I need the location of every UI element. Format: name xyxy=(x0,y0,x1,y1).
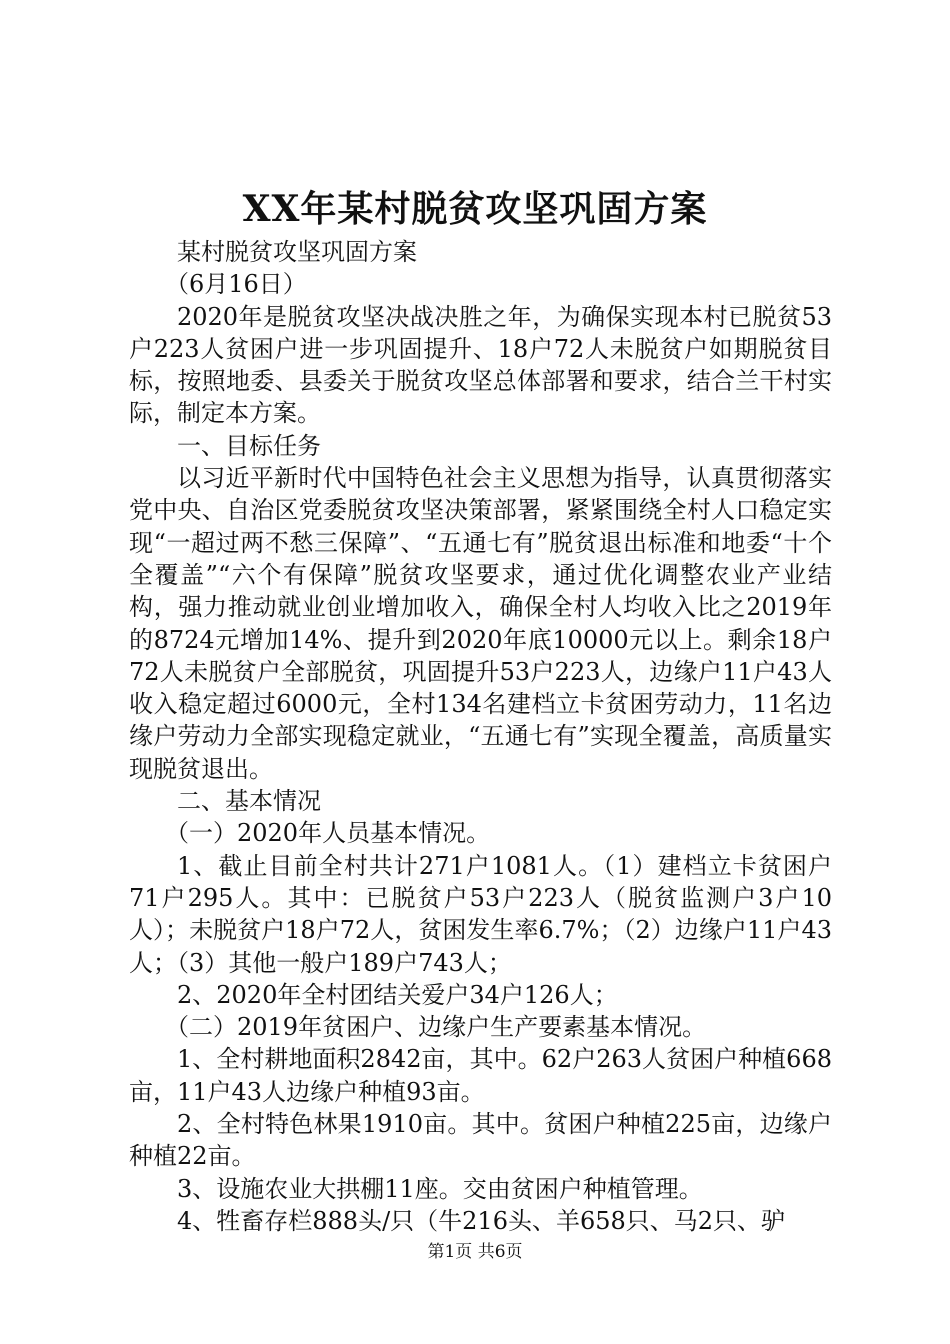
date-paragraph: （6月16日） xyxy=(165,270,307,299)
document-body xyxy=(129,236,832,1237)
production-paragraph-4: 4、牲畜存栏888头/只（牛216头、羊658只、马2只、驴 xyxy=(177,1206,786,1235)
production-paragraph-3: 3、设施农业大拱棚11座。交由贫困户种植管理。 xyxy=(177,1174,703,1203)
document-title: XX年某村脱贫攻坚巩固方案 xyxy=(242,188,708,230)
production-paragraph-1: 1、全村耕地面积2842亩，其中。62户263人贫困户种植668亩，11户43人边缘户种植93亩。 xyxy=(129,1045,832,1106)
subsection-heading-population: （一）2020年人员基本情况。 xyxy=(165,819,491,848)
section-heading-goals: 一、目标任务 xyxy=(177,431,321,460)
population-paragraph-1: 1、截止目前全村共计271户1081人。（1）建档立卡贫困户71户295人。其中：已脱贫户53户223人（脱贫监测户3户10人）；未脱贫户18户72人，贫困发生率6.7%；（2）边缘户11户43人；（3）其他一般户189户743人； xyxy=(129,851,832,977)
section-heading-basic-info: 二、基本情况 xyxy=(177,787,321,816)
subsection-heading-production: （二）2019年贫困户、边缘户生产要素基本情况。 xyxy=(165,1013,707,1042)
subtitle-paragraph: 某村脱贫攻坚巩固方案 xyxy=(177,238,417,266)
page-footer: 第1页 共6页 xyxy=(427,1242,523,1262)
intro-paragraph: 2020年是脱贫攻坚决战决胜之年，为确保实现本村已脱贫53户223人贫困户进一步巩固提升、18户72人未脱贫户如期脱贫目标，按照地委、县委关于脱贫攻坚总体部署和要求，结合兰干村实际，制定本方案。 xyxy=(129,302,832,428)
goals-paragraph: 以习近平新时代中国特色社会主义思想为指导，认真贯彻落实党中央、自治区党委脱贫攻坚决策部署，紧紧围绕全村人口稳定实现“一超过两不愁三保障”、“五通七有”脱贫退出标准和地委“十个全覆盖”“六个有保障”脱贫攻坚要求，通过优化调整农业产业结构，强力推动就业创业增加收入，确保全村人均收入比之2019年的8724元增加14%、提升到2020年底10000元以上。剩余18户72人未脱贫户全部脱贫，巩固提升53户223人，边缘户11户43人收入稳定超过6000元，全村134名建档立卡贫困劳动力，11名边缘户劳动力全部实现稳定就业，“五通七有”实现全覆盖，高质量实现脱贫退出。 xyxy=(129,464,832,783)
production-paragraph-2: 2、全村特色林果1910亩。其中。贫困户种植225亩，边缘户种植22亩。 xyxy=(129,1110,832,1171)
population-paragraph-2: 2、2020年全村团结关爱户34户126人； xyxy=(177,980,618,1009)
